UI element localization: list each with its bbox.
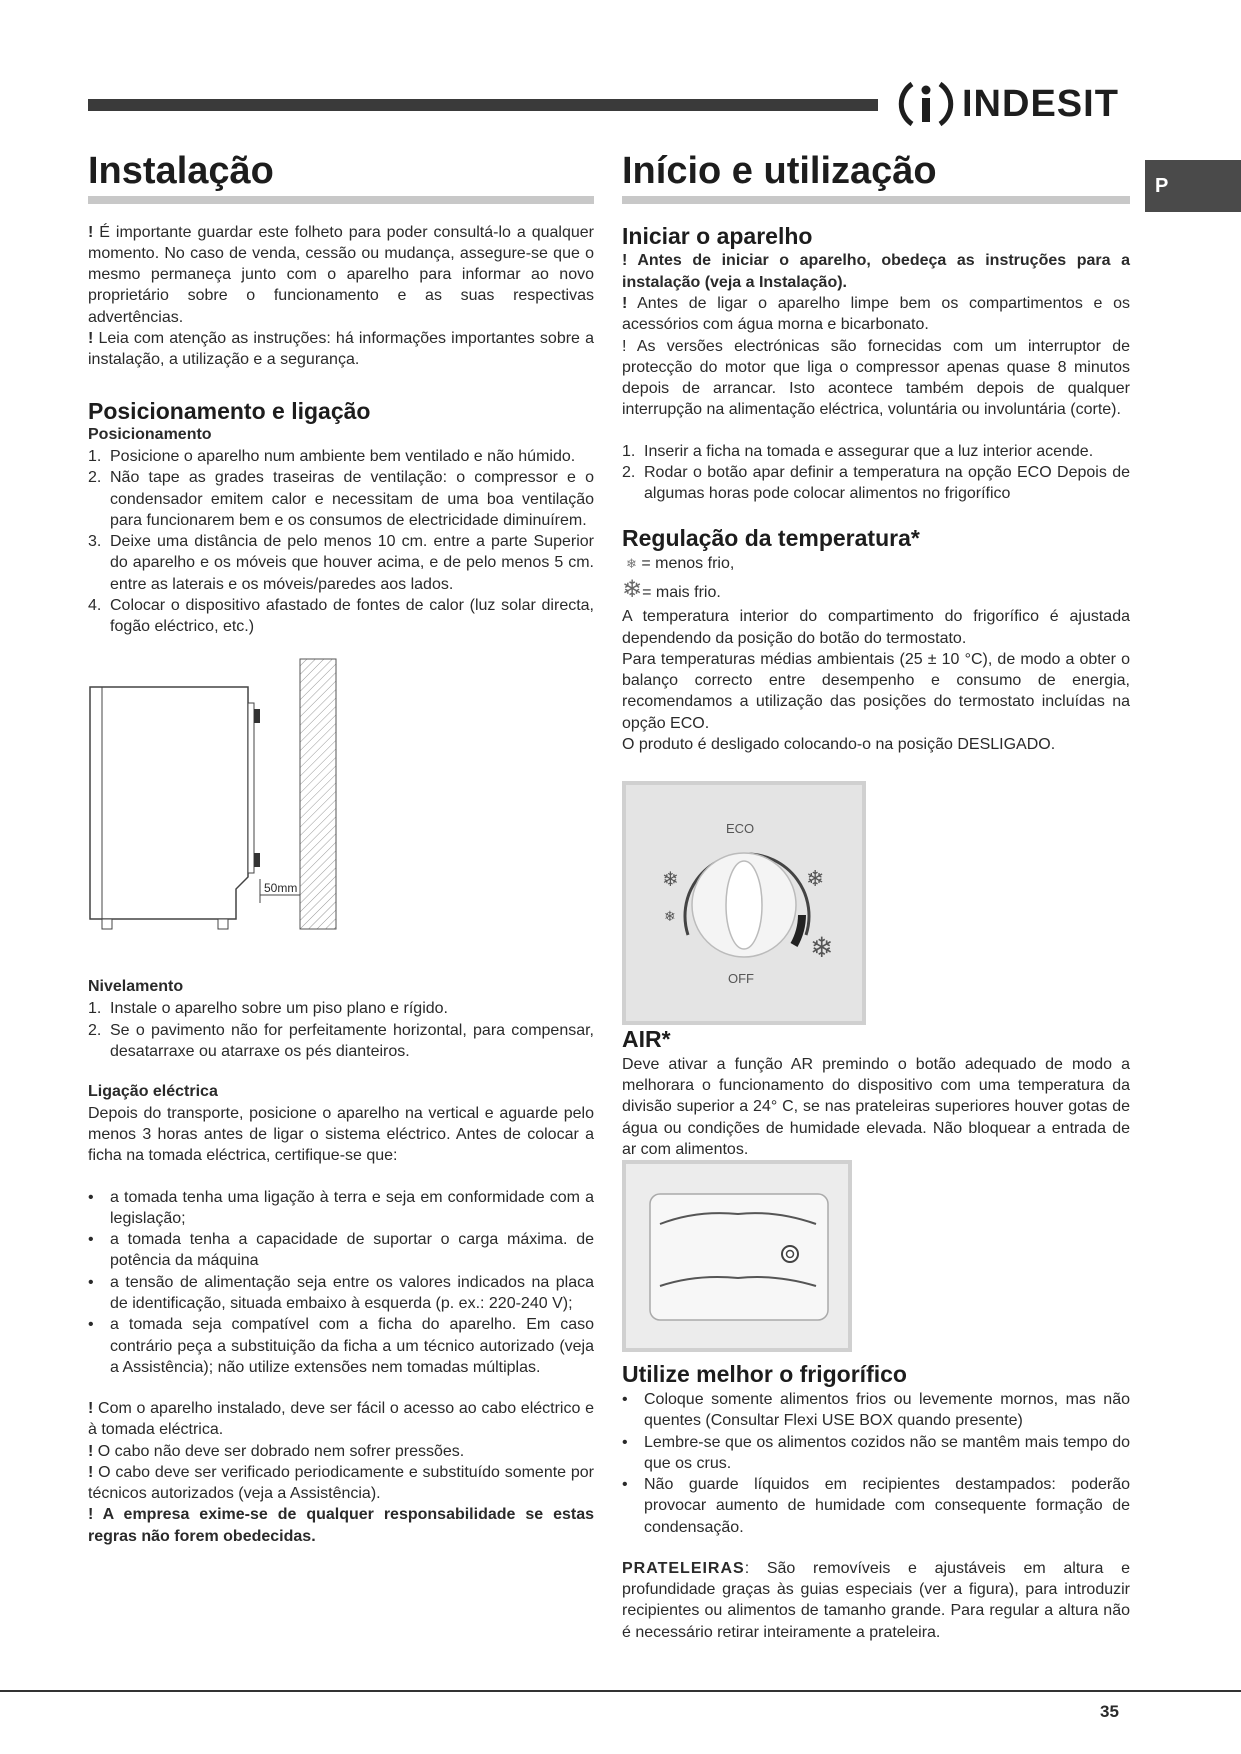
- more-cold-legend: ❄= mais frio.: [622, 575, 721, 604]
- start-steps: [622, 441, 1130, 505]
- snowflake-icon: ❄: [810, 931, 834, 965]
- less-cold-legend: ❄ = menos frio,: [626, 555, 735, 573]
- start-bold-note: ! Antes de iniciar o aparelho, obedeça as instruções para a instalação (veja a Instalação).: [622, 252, 1130, 291]
- temp-paragraph-2: Para temperaturas médias ambientais (25 ± 10 °C), de modo a obter o balanço correcto entre desempenho e consumo de energia, recomendamos a utilização das posições do termostato incluídas na opção ECO.: [622, 650, 1130, 732]
- intro-paragraph-1: ! É importante guardar este folheto para poder consultá-lo a qualquer momento. No caso de venda, cessão ou mudança, assegure-se que o mesmo permaneça junto com o aparelho para informar ao novo proprietário sobre o funcionamento e as suas respectivas advertências.: [88, 223, 594, 326]
- list-item: • a tomada tenha uma ligação à terra e seja em conformidade com a legislação;: [88, 1188, 594, 1227]
- snowflake-icon: ❄: [662, 867, 679, 892]
- cable-note-1: ! Com o aparelho instalado, deve ser fácil o acesso ao cabo eléctrico e à tomada eléctrica.: [88, 1400, 594, 1439]
- shelves-paragraph: PRATELEIRAS: São removíveis e ajustáveis em altura e profundidade graças às guias especiais (ver a figura), para introduzir recipientes ou alimentos de tamanho grande. Para regular a altura não é necessário retirar inteiramente a prateleira.: [622, 1559, 1130, 1641]
- knob-off-label: OFF: [728, 971, 754, 987]
- installation-clearance-figure: [88, 657, 408, 957]
- liability-note: ! A empresa exime-se de qualquer responsabilidade se estas regras não forem obedecidas.: [88, 1506, 594, 1545]
- heading-air: AIR*: [622, 1026, 671, 1053]
- section-title-inicio: Início e utilização: [622, 150, 1130, 204]
- heading-nivelamento: Nivelamento: [88, 978, 184, 996]
- list-item: • a tomada seja compatível com a ficha do aparelho. Em caso contrário peça a substituição da ficha a um técnico autorizado (veja a Assistência); não utilize extensões nem tomadas múltiplas.: [88, 1316, 594, 1376]
- brand-logo: [898, 76, 1138, 132]
- indesit-mark-icon: [898, 76, 954, 132]
- list-item: 3. Deixe uma distância de pelo menos 10 cm. entre a parte Superior do aparelho e os móveis que houver acima, e de pelo menos 5 cm. entre as laterais e os móveis/paredes aos lados.: [88, 533, 594, 593]
- heading-iniciar: Iniciar o aparelho: [622, 222, 813, 249]
- electrical-intro: Depois do transporte, posicione o aparelho na vertical e aguarde pelo menos 3 horas antes de ligar o sistema eléctrico. Antes de colocar a ficha na tomada eléctrica, certifique-se que:: [88, 1104, 594, 1165]
- cable-note-3: ! O cabo deve ser verificado periodicamente e substituído somente por técnicos autorizados (veja a Assistência).: [88, 1463, 594, 1503]
- list-item: • Não guarde líquidos em recipientes destampados: poderão provocar aumento de humidade com consequente formação de condensação.: [622, 1476, 1130, 1536]
- start-note-2: ! As versões electrónicas são fornecidas com um interruptor de protecção do motor que liga o compressor apenas quase 8 minutos depois de arrancar. Isto acontece também depois de qualquer interrupção na alimentação eléctrica, voluntária ou involuntária (corte).: [622, 337, 1130, 419]
- list-item: • Coloque somente alimentos frios ou levemente mornos, mas não quentes (Consultar Flexi USE BOX quando presente): [622, 1390, 1130, 1430]
- cable-note-2: ! O cabo não deve ser dobrado nem sofrer pressões.: [88, 1442, 465, 1460]
- subheading-posicionamento: Posicionamento: [88, 426, 212, 444]
- leveling-list: [88, 998, 594, 1062]
- clearance-label: 50mm: [264, 881, 298, 896]
- list-item: 2. Se o pavimento não for perfeitamente horizontal, para compensar, desatarraxe ou atarraxe os pés dianteiros.: [88, 1021, 594, 1060]
- list-item: 2. Não tape as grades traseiras de ventilação: o compressor e o condensador emitem calor e necessitam de uma boa ventilação para funcionarem bem e os consumos de electricidade diminuírem.: [88, 469, 594, 529]
- list-item: 4. Colocar o dispositivo afastado de fontes de calor (luz solar directa, fogão eléctrico, etc.): [88, 596, 594, 636]
- temp-paragraph-1: A temperatura interior do compartimento do frigorífico é ajustada dependendo da posição do botão do termostato.: [622, 608, 1130, 647]
- list-item: 2. Rodar o botão apar definir a temperatura na opção ECO Depois de algumas horas pode colocar alimentos no frigorífico: [622, 463, 1130, 503]
- language-tab: P: [1145, 160, 1241, 212]
- start-note-1: ! Antes de ligar o aparelho limpe bem os compartimentos e os acessórios com água morna e bicarbonato.: [622, 294, 1130, 334]
- section-title-instalacao: Instalação: [88, 150, 594, 204]
- snowflake-icon: ❄: [664, 909, 676, 926]
- usage-tips: [622, 1389, 1130, 1538]
- heading-regulacao: Regulação da temperatura*: [622, 525, 920, 552]
- small-snowflake-icon: ❄: [626, 557, 637, 573]
- air-paragraph: Deve ativar a função AR premindo o botão adequado de modo a melhorara o funcionamento do dispositivo com uma temperatura da divisão superior a 24° C, se nas prateleiras superiores houver gotas de água ou condições de humidade elevada. Não bloquear a entrada de ar com alimentos.: [622, 1055, 1130, 1158]
- heading-ligacao-electrica: Ligação eléctrica: [88, 1083, 218, 1101]
- left-column: [88, 150, 594, 1547]
- list-item: • a tensão de alimentação seja entre os valores indicados na placa de identificação, situada embaixo à esquerda (p. ex.: 220-240 V);: [88, 1273, 594, 1312]
- snowflake-icon: ❄: [806, 867, 825, 893]
- brand-name: INDESIT: [962, 82, 1119, 125]
- page-number: 35: [1100, 1702, 1119, 1721]
- thermostat-knob-figure: [622, 781, 866, 1025]
- temp-paragraph-3: O produto é desligado colocando-o na posição DESLIGADO.: [622, 735, 1056, 753]
- list-item: 1. Posicione o aparelho num ambiente bem ventilado e não húmido.: [88, 448, 576, 466]
- fridge-side-diagram: [88, 657, 408, 947]
- knob-eco-label: ECO: [726, 821, 755, 837]
- header-rule: [88, 99, 878, 111]
- footer-rule: [0, 1690, 1241, 1692]
- list-item: • Lembre-se que os alimentos cozidos não se mantêm mais tempo do que os crus.: [622, 1433, 1130, 1472]
- list-item: • a tomada tenha a capacidade de suportar o carga máxima. de potência da máquina: [88, 1231, 594, 1270]
- large-snowflake-icon: ❄: [622, 575, 643, 604]
- list-item: 1. Inserir a ficha na tomada e assegurar que a luz interior acende.: [622, 442, 1094, 460]
- positioning-list: [88, 446, 594, 637]
- heading-utilize: Utilize melhor o frigorífico: [622, 1361, 907, 1388]
- right-column: [622, 150, 1130, 1643]
- list-item: 1. Instale o aparelho sobre um piso plano e rígido.: [88, 1000, 448, 1018]
- air-button-figure: [622, 1160, 852, 1352]
- intro-paragraph-2: ! Leia com atenção as instruções: há informações importantes sobre a instalação, a utilização e a segurança.: [88, 330, 594, 369]
- air-panel-diagram: [626, 1164, 848, 1348]
- electrical-checklist: [88, 1187, 594, 1378]
- heading-posicionamento-ligacao: Posicionamento e ligação: [88, 397, 371, 424]
